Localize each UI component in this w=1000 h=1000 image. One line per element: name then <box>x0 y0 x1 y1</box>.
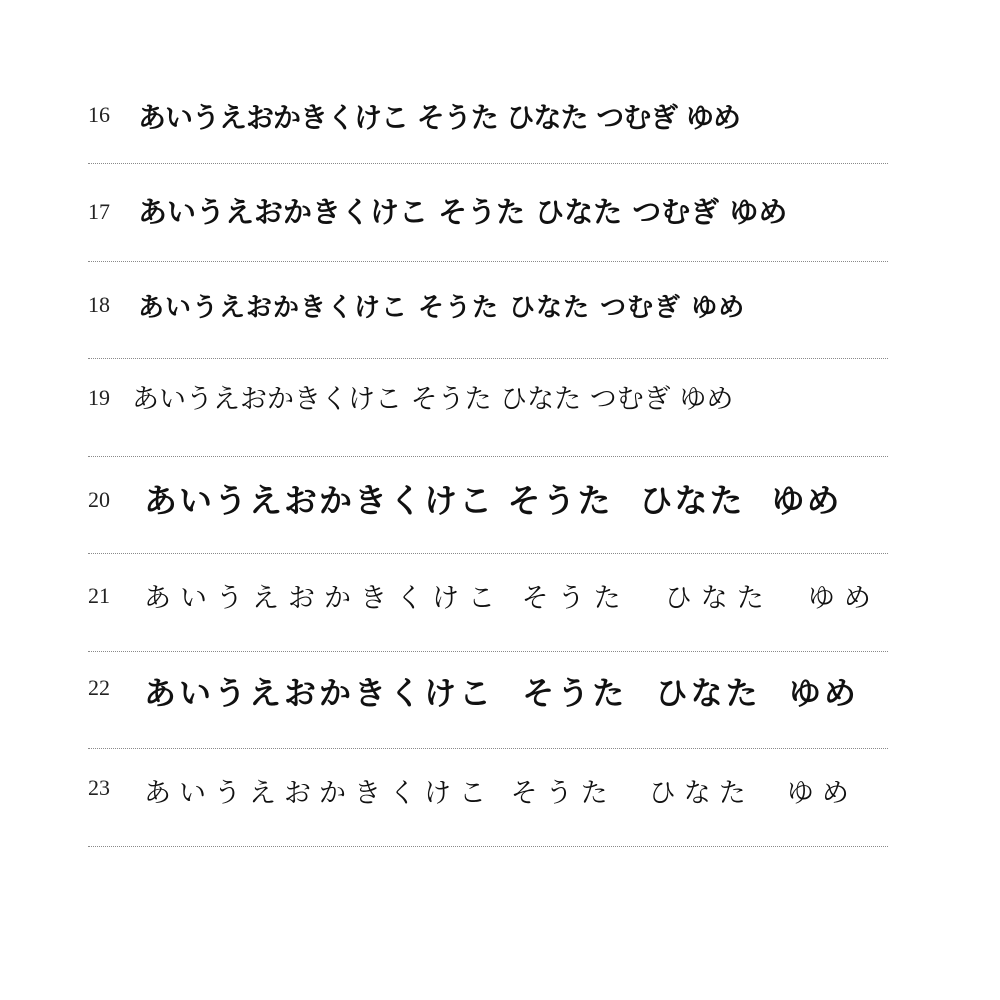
font-sample-row-22 <box>88 651 888 749</box>
font-number: 17 <box>88 199 110 224</box>
font-number: 21 <box>88 583 110 608</box>
font-number: 18 <box>88 292 110 317</box>
font-sample-row-19 <box>88 359 888 457</box>
font-sample-text: あいうえおかきくけこ そうた ひなた つむぎ ゆめ <box>132 384 734 415</box>
font-sample-text: あいうえおかきくけこ そうた ひなた ゆめ <box>144 481 842 520</box>
font-number: 23 <box>88 775 110 800</box>
font-sample-text: あいうえおかきくけこ そうた ひなた つむぎ ゆめ <box>138 101 740 134</box>
font-number: 16 <box>88 102 110 127</box>
font-sample-text: あいうえおかきくけこ そうた ひなた ゆめ <box>144 583 880 614</box>
font-sample-text: あいうえおかきくけこ そうた ひなた ゆめ <box>144 674 859 712</box>
font-sample-row-16 <box>88 66 888 164</box>
font-sample-row-17 <box>88 164 888 262</box>
font-number: 22 <box>88 675 110 700</box>
font-sample-row-23 <box>88 749 888 847</box>
font-sample-text: あいうえおかきくけこ そうた ひなた つむぎ ゆめ <box>138 195 788 229</box>
font-number: 19 <box>88 385 110 410</box>
font-sample-text: あいうえおかきくけこ そうた ひなた つむぎ ゆめ <box>138 293 746 323</box>
font-number: 20 <box>88 487 110 512</box>
font-sample-row-18 <box>88 261 888 359</box>
font-sample-row-20 <box>88 456 888 554</box>
font-sample-row-21 <box>88 554 888 652</box>
font-sample-text: あいうえおかきくけこ そうた ひなた ゆめ <box>144 778 857 809</box>
